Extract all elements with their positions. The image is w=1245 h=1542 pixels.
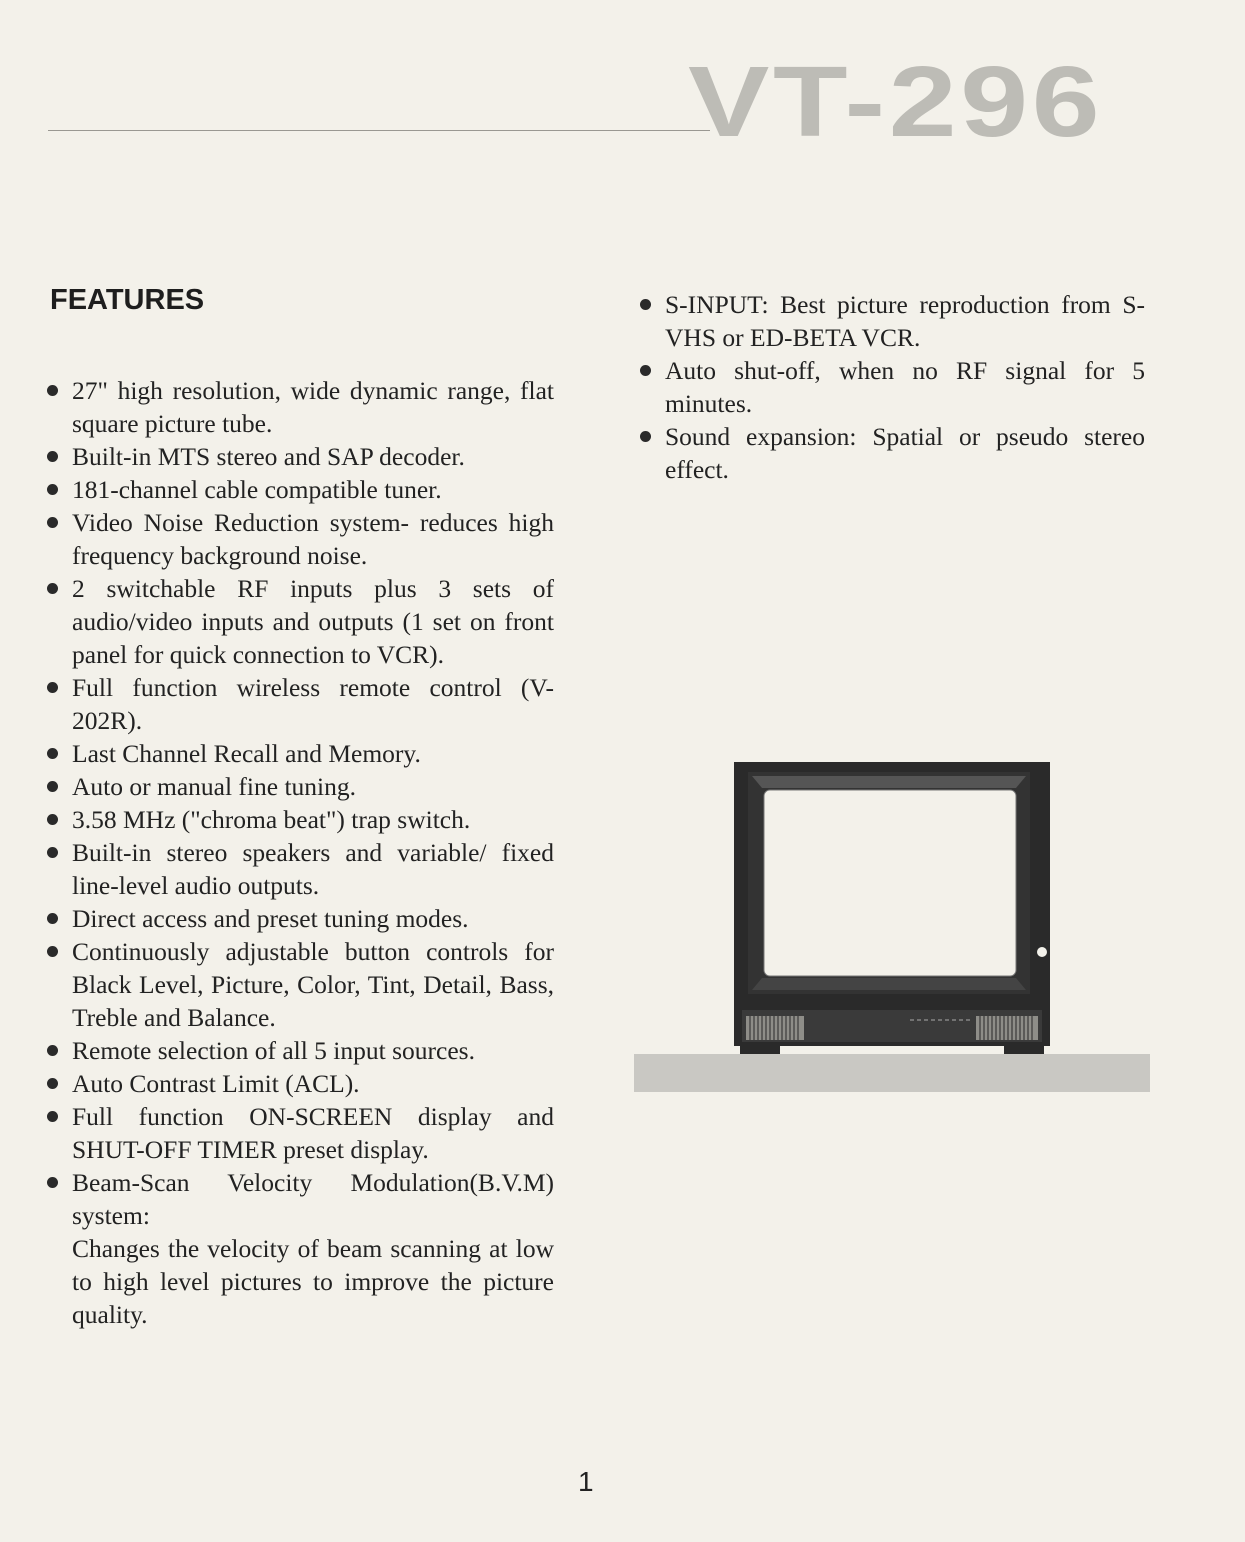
bullet-icon: [47, 1111, 58, 1122]
feature-item: Full function wireless remote control (V-202R).: [44, 671, 554, 737]
feature-item: 3.58 MHz ("chroma beat") trap switch.: [44, 803, 554, 836]
bullet-icon: [47, 1045, 58, 1056]
feature-item: Continuously adjustable button controls for Black Level, Picture, Color, Tint, Detail, Bass, Treble and Balance.: [44, 935, 554, 1034]
bullet-icon: [640, 365, 651, 376]
feature-item: 181-channel cable compatible tuner.: [44, 473, 554, 506]
bullet-icon: [47, 682, 58, 693]
bullet-icon: [47, 781, 58, 792]
feature-item: Remote selection of all 5 input sources.: [44, 1034, 554, 1067]
features-list-right: [637, 288, 1145, 486]
bullet-icon: [47, 814, 58, 825]
bullet-icon: [47, 583, 58, 594]
features-heading: FEATURES: [50, 284, 205, 316]
feature-item: Last Channel Recall and Memory.: [44, 737, 554, 770]
bullet-icon: [47, 1078, 58, 1089]
feature-item: Auto or manual fine tuning.: [44, 770, 554, 803]
feature-item: S-INPUT: Best picture reproduction from S-VHS or ED-BETA VCR.: [637, 288, 1145, 354]
feature-subtext: Changes the velocity of beam scanning at low to high level pictures to improve the picture quality.: [72, 1234, 554, 1329]
header-rule: [48, 130, 710, 131]
feature-item: 27" high resolution, wide dynamic range, flat square picture tube.: [44, 374, 554, 440]
feature-item: 2 switchable RF inputs plus 3 sets of audio/video inputs and outputs (1 set on front panel for quick connection to VCR).: [44, 572, 554, 671]
feature-item: Direct access and preset tuning modes.: [44, 902, 554, 935]
bullet-icon: [47, 847, 58, 858]
bullet-icon: [47, 385, 58, 396]
bullet-icon: [47, 517, 58, 528]
shelf-shadow: [634, 1054, 1150, 1092]
bullet-icon: [47, 946, 58, 957]
feature-item: Full function ON-SCREEN display and SHUT-OFF TIMER preset display.: [44, 1100, 554, 1166]
bullet-icon: [47, 748, 58, 759]
tv-illustration: [634, 760, 1150, 1094]
television-icon: [734, 762, 1050, 1054]
feature-item: Beam-Scan Velocity Modulation(B.V.M) system: Changes the velocity of beam scanning at low to high level pictures to improve the picture quality.: [44, 1166, 554, 1331]
page-number: 1: [578, 1466, 594, 1497]
bullet-icon: [47, 1177, 58, 1188]
bullet-icon: [47, 451, 58, 462]
feature-item: Auto shut-off, when no RF signal for 5 minutes.: [637, 354, 1145, 420]
bullet-icon: [640, 431, 651, 442]
bullet-icon: [47, 484, 58, 495]
feature-item: Built-in stereo speakers and variable/ fixed line-level audio outputs.: [44, 836, 554, 902]
bullet-icon: [640, 299, 651, 310]
bullet-icon: [47, 913, 58, 924]
features-list-left: [44, 374, 554, 1331]
feature-item: Video Noise Reduction system- reduces high frequency background noise.: [44, 506, 554, 572]
feature-item: Auto Contrast Limit (ACL).: [44, 1067, 554, 1100]
feature-item: Built-in MTS stereo and SAP decoder.: [44, 440, 554, 473]
feature-item: Sound expansion: Spatial or pseudo stereo effect.: [637, 420, 1145, 486]
model-title: VT-296: [688, 46, 1104, 158]
